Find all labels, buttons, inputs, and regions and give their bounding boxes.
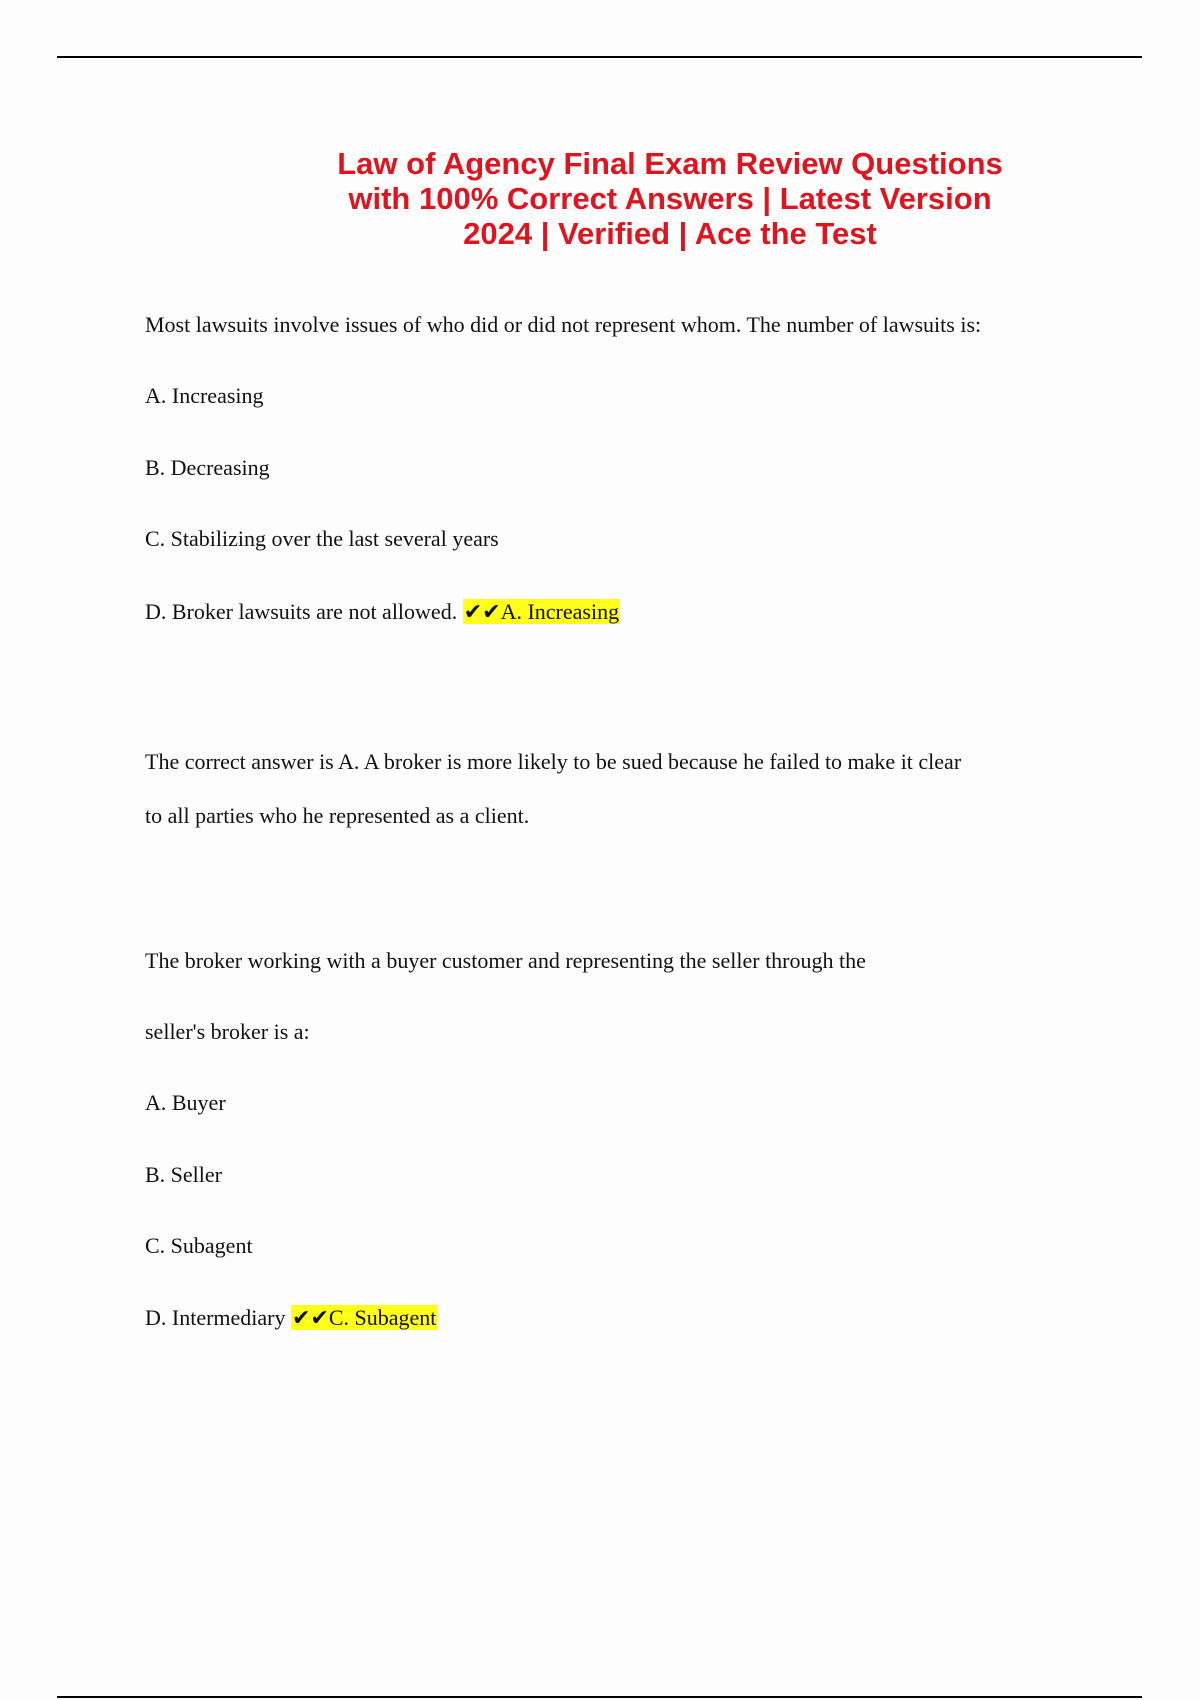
question-1-option-c: C. Stabilizing over the last several years: [145, 526, 499, 551]
explanation-line-2: to all parties who he represented as a client.: [145, 803, 530, 828]
explanation-line-1: The correct answer is A. A broker is more likely to be sued because he failed to make it clear: [145, 749, 962, 774]
question-2-option-d-line: [145, 1305, 437, 1331]
question-2-option-d: D. Intermediary: [145, 1305, 286, 1330]
title-line-3: 2024 | Verified | Ace the Test: [463, 216, 877, 251]
footer-rule: [57, 1696, 1142, 1698]
question-2-prompt-line-1: The broker working with a buyer customer and representing the seller through the: [145, 948, 866, 973]
title-line-2: with 100% Correct Answers | Latest Version: [348, 181, 992, 216]
question-2-option-a: A. Buyer: [145, 1090, 226, 1115]
question-2-option-b: B. Seller: [145, 1162, 222, 1187]
header-rule: [57, 56, 1142, 58]
question-2-option-c: C. Subagent: [145, 1233, 253, 1258]
title-line-1: Law of Agency Final Exam Review Questions: [337, 146, 1003, 181]
question-1-option-b: B. Decreasing: [145, 455, 270, 480]
question-2-prompt-line-2: seller's broker is a:: [145, 1019, 310, 1044]
question-1-answer: ✔✔A. Increasing: [463, 599, 620, 624]
question-1-option-d: D. Broker lawsuits are not allowed.: [145, 599, 458, 624]
question-1-option-a: A. Increasing: [145, 383, 264, 408]
question-1-prompt: Most lawsuits involve issues of who did or did not represent whom. The number of lawsuits is:: [145, 312, 982, 337]
document-title: [290, 146, 1050, 251]
question-2-answer: ✔✔C. Subagent: [292, 1305, 437, 1330]
question-1-option-d-line: [145, 599, 620, 625]
